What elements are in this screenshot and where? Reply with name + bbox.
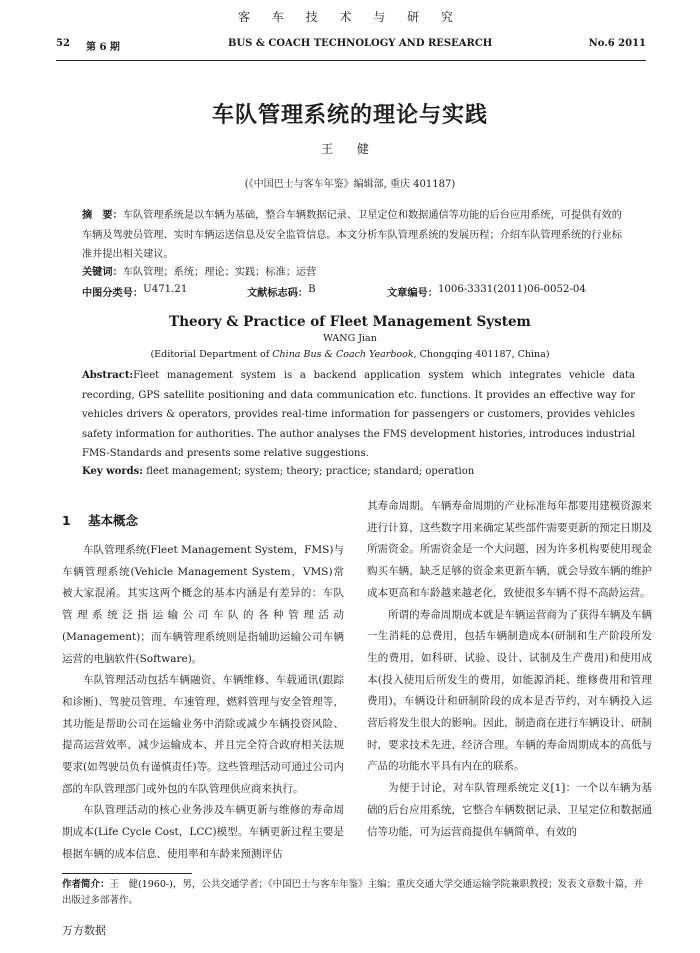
doc-code-label: 文献标志码：: [247, 288, 309, 299]
paragraph: 所谓的寿命周期成本就是车辆运营商为了获得车辆及车辆一生消耗的总费用，包括车辆制造成本(研制和生产阶段所发生的费用，如科研、试验、设计、试制及生产费用)和使用成本(投入使用后所发生的费用，如能源消耗、维修费用和管理费用)，车辆设计和研制阶段的成本是否节约，对车辆投入运营后将发生很大的影响。因此，制造商在进行车辆设计、研制时，要求技术先进，经济合理。车辆的寿命周期成本的高低与产品的功能水平具有内在的联系。: [367, 608, 652, 773]
doc-code-value: B: [308, 284, 316, 295]
paragraph: 车队管理系统(Fleet Management System，FMS)与车辆管理系统(Vehicle Management System，VMS)常被大家混淆。其实这两个概念的基本内涵是有差异的：车队管理系统泛指运输公司车队的各种管理活动(Management)；而车辆管理系统则是指辅助运输公司车辆运营的电脑软件(Software)。: [62, 544, 344, 665]
keywords-label-en: Key words:: [82, 466, 143, 477]
page-number: 52: [56, 38, 70, 49]
article-title-en: Theory & Practice of Fleet Management System: [169, 314, 531, 330]
author-footnote: [62, 877, 652, 909]
watermark: 万方数据: [62, 924, 106, 937]
keywords-text-cn: 车队管理；系统；理论；实践；标准；运营: [122, 267, 317, 278]
paragraph: 车队管理活动的核心业务涉及车辆更新与维修的寿命周期成本(Life Cycle Cost，LCC)模型。车辆更新过程主要是根据车辆的成本信息、使用率和车龄来预测评估: [62, 804, 344, 860]
article-no-value: 1006-3331(2011)06-0052-04: [437, 284, 586, 295]
affiliation-en: [0, 349, 700, 360]
right-column: [367, 496, 652, 843]
footnote-text: 王 健(1960-)，男，公共交通学者；《中国巴士与客车年鉴》主编；重庆交通大学交通运输学院兼职教授；发表文章数十篇，并出版过多部著作。: [62, 879, 644, 906]
affiliation-en-suffix: , Chongqing 401187, China): [413, 349, 550, 360]
doc-code: [247, 284, 316, 299]
section-title: 基本概念: [88, 513, 139, 528]
footnote-label: 作者简介：: [62, 879, 110, 890]
author-en: WANG Jian: [323, 333, 377, 344]
issue-cn: 第 6 期: [86, 42, 120, 53]
keywords-en: [82, 466, 635, 477]
keywords-label-cn: 关键词：: [82, 267, 123, 278]
clc-value: U471.21: [143, 284, 188, 295]
left-column: [62, 540, 344, 866]
affiliation-cn: (《中国巴士与客车年鉴》编辑部, 重庆 401187): [244, 179, 456, 190]
issue-en: No.6 2011: [588, 38, 646, 49]
abstract-text-cn: 车队管理系统是以车辆为基础，整合车辆数据记录、卫星定位和数据通信等功能的后台应用系统，可提供有效的车辆及驾驶员管理、实时车辆运送信息及安全监管信息。本文分析车队管理系统的发展历程；介绍车队管理系统的行业标准并提出相关建议。: [82, 210, 622, 260]
clc-number: [82, 284, 188, 299]
section-heading: [62, 511, 138, 529]
abstract-cn: [82, 206, 632, 265]
affiliation-en-journal: China Bus & Coach Yearbook: [272, 349, 414, 360]
journal-name-en: BUS & COACH TECHNOLOGY AND RESEARCH: [228, 38, 493, 49]
header-rule: [56, 60, 646, 61]
article-title-cn: 车队管理系统的理论与实践: [211, 103, 488, 128]
abstract-label-en: Abstract:: [82, 370, 134, 381]
clc-label: 中图分类号：: [82, 288, 144, 299]
paragraph: 为便于讨论，对车队管理系统定义[1]：一个以车辆为基础的后台应用系统，它整合车辆数据记录、卫星定位和数据通信等功能，可为运营商提供车辆简单、有效的: [367, 782, 652, 838]
keywords-text-en: fleet management; system; theory; practice; standard; operation: [146, 466, 475, 477]
article-number: [387, 284, 586, 299]
classification-row: [82, 284, 632, 300]
abstract-text-en: Fleet management system is a backend application system which integrates vehicle data recording, GPS satellite positioning and data communication etc. functions. It provides an effective way for vehicles drivers & operators, provides real-time information for passengers or customers, provides vehicles safety information for authorities. The author analyses the FMS development histories, introduces industrial FMS-Standards and presents some relative suggestions.: [82, 370, 635, 459]
article-no-label: 文章编号：: [387, 288, 438, 299]
running-header: [56, 38, 646, 54]
abstract-label-cn: 摘 要：: [82, 210, 123, 221]
journal-name-cn: 客 车 技 术 与 研 究: [238, 10, 462, 24]
footnote-rule: [62, 873, 192, 874]
affiliation-en-prefix: (Editorial Department of: [150, 349, 273, 360]
keywords-cn: [82, 263, 632, 278]
paragraph: 其寿命周期。车辆寿命周期的产业标准每年都要用建模资源来进行计算，这些数字用来确定某些部件需要更新的预定日期及所需资金。所需资金是一个大问题，因为许多机构要使用现金购买车辆，缺乏足够的资金来更新车辆，就会导致车辆的维护成本更高和车龄越来越老化，致使很多车辆不得不高龄运营。: [367, 500, 652, 599]
section-number: 1: [62, 513, 71, 528]
author-cn: 王 健: [321, 142, 379, 156]
abstract-en: [82, 366, 635, 464]
paragraph: 车队管理活动包括车辆融资、车辆维修、车载通讯(跟踪和诊断)、驾驶员管理、车速管理、燃料管理与安全管理等，其功能是帮助公司在运输业务中消除或减少车辆投资风险、提高运营效率、减少运输成本、并且完全符合政府相关法规要求(如驾驶员负有谨慎责任)等。这些管理活动可通过公司内部的车队管理部门或外包的车队管理供应商来执行。: [62, 674, 344, 795]
